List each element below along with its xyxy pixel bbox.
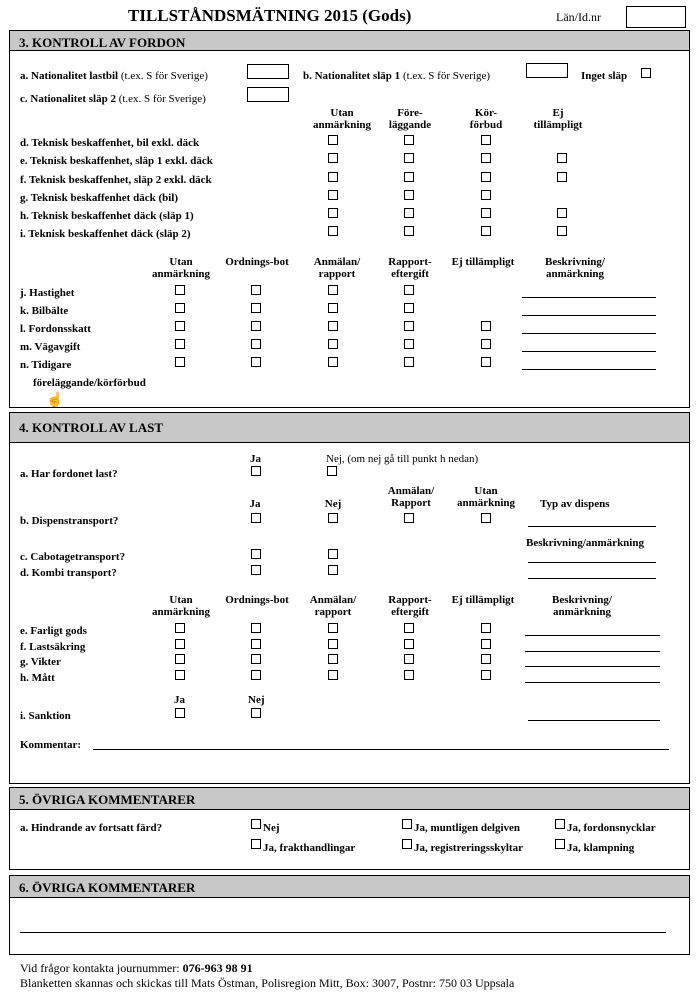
- col-header: Ej tillämpligt: [451, 594, 515, 606]
- kombi-ja-checkbox[interactable]: [251, 565, 261, 575]
- typ-av-dispens-label: Typ av dispens: [540, 498, 610, 510]
- dispens-ja-checkbox[interactable]: [251, 513, 261, 523]
- row-checkbox[interactable]: [251, 285, 261, 295]
- beskrivning-line[interactable]: [522, 297, 656, 298]
- col-header: Anmälan/ rapport: [313, 256, 361, 280]
- a-nej-header: Nej, (om nej gå till punkt h nedan): [326, 453, 479, 465]
- lan-id-label: Län/Id.nr: [556, 10, 601, 24]
- row-checkbox[interactable]: [251, 339, 261, 349]
- row-checkbox[interactable]: [328, 153, 338, 163]
- row-checkbox[interactable]: [404, 357, 414, 367]
- option-label: Ja, registreringsskyltar: [414, 842, 523, 854]
- row-checkbox[interactable]: [404, 303, 414, 313]
- col-header: Anmälan/ Rapport: [387, 485, 435, 509]
- row-checkbox[interactable]: [557, 208, 567, 218]
- nationalitet-lastbil-label: a. Nationalitet lastbil (t.ex. S för Sverige): [20, 70, 208, 82]
- row-checkbox[interactable]: [328, 226, 338, 236]
- inget-slap-label: Inget släp: [581, 70, 628, 82]
- row-checkbox[interactable]: [328, 357, 338, 367]
- row-checkbox[interactable]: [404, 226, 414, 236]
- col-header: Beskrivning/ anmärkning: [552, 594, 612, 618]
- dispens-utan-checkbox[interactable]: [481, 513, 491, 523]
- row-checkbox[interactable]: [404, 339, 414, 349]
- col-header: Före-läggande: [388, 107, 432, 131]
- row-checkbox[interactable]: [328, 670, 338, 680]
- row-checkbox[interactable]: [175, 285, 185, 295]
- nationalitet-slap1-field[interactable]: [526, 63, 568, 78]
- dispens-anmalan-checkbox[interactable]: [404, 513, 414, 523]
- row-label: h. Mått: [20, 672, 55, 684]
- row-checkbox[interactable]: [175, 339, 185, 349]
- row-checkbox[interactable]: [175, 321, 185, 331]
- row-checkbox[interactable]: [175, 623, 185, 633]
- row-label: g. Vikter: [20, 656, 61, 668]
- row-checkbox[interactable]: [557, 172, 567, 182]
- nationalitet-slap2-label: c. Nationalitet släp 2 (t.ex. S för Sverige): [20, 93, 206, 105]
- har-last-nej-checkbox[interactable]: [327, 466, 337, 476]
- section-4-title: 4. KONTROLL AV LAST: [10, 413, 689, 443]
- har-last-ja-checkbox[interactable]: [251, 466, 261, 476]
- row-checkbox[interactable]: [251, 623, 261, 633]
- col-header: Ej tillämpligt: [533, 107, 583, 131]
- cabotage-nej-checkbox[interactable]: [328, 549, 338, 559]
- hindrande-label: a. Hindrande av fortsatt färd?: [20, 822, 163, 834]
- row-checkbox[interactable]: [328, 303, 338, 313]
- row-checkbox[interactable]: [251, 357, 261, 367]
- row-checkbox[interactable]: [481, 670, 491, 680]
- kombi-nej-checkbox[interactable]: [328, 565, 338, 575]
- section-3-title: 3. KONTROLL AV FORDON: [10, 31, 689, 51]
- row-checkbox[interactable]: [251, 321, 261, 331]
- option-muntligen-checkbox[interactable]: [402, 819, 412, 829]
- row-checkbox[interactable]: [481, 639, 491, 649]
- beskrivning-line[interactable]: [525, 682, 660, 683]
- row-checkbox[interactable]: [481, 153, 491, 163]
- col-header: Anmälan/ rapport: [309, 594, 357, 618]
- row-checkbox[interactable]: [328, 172, 338, 182]
- col-header: Utan anmärkning: [151, 594, 211, 618]
- row-checkbox[interactable]: [404, 654, 414, 664]
- row-checkbox[interactable]: [251, 303, 261, 313]
- row-label-cont: föreläggande/körförbud: [33, 377, 146, 389]
- section-5-title: 5. ÖVRIGA KOMMENTARER: [10, 788, 689, 810]
- row-label: m. Vägavgift: [20, 341, 81, 353]
- col-header: Ja: [249, 498, 261, 510]
- row-checkbox[interactable]: [328, 135, 338, 145]
- row-checkbox[interactable]: [404, 190, 414, 200]
- row-checkbox[interactable]: [328, 285, 338, 295]
- cabotage-line[interactable]: [528, 562, 656, 563]
- row-checkbox[interactable]: [481, 190, 491, 200]
- cabotage-ja-checkbox[interactable]: [251, 549, 261, 559]
- row-checkbox[interactable]: [251, 654, 261, 664]
- kommentar-label: Kommentar:: [20, 739, 82, 751]
- sanktion-line[interactable]: [528, 720, 660, 721]
- beskrivning-line[interactable]: [525, 651, 660, 652]
- ovriga-kommentarer-line[interactable]: [20, 932, 666, 933]
- beskrivning-line[interactable]: [522, 369, 656, 370]
- row-checkbox[interactable]: [481, 135, 491, 145]
- option-fordonsnycklar-checkbox[interactable]: [555, 819, 565, 829]
- row-label: k. Bilbälte: [20, 305, 69, 317]
- sanktion-ja-header: Ja: [174, 694, 185, 706]
- row-checkbox[interactable]: [404, 172, 414, 182]
- row-checkbox[interactable]: [404, 321, 414, 331]
- dispens-nej-checkbox[interactable]: [328, 513, 338, 523]
- row-label: g. Teknisk beskaffenhet däck (bil): [20, 192, 179, 204]
- section-6-title: 6. ÖVRIGA KOMMENTARER: [10, 876, 689, 898]
- row-checkbox[interactable]: [481, 654, 491, 664]
- option-label: Ja, muntligen delgiven: [414, 822, 521, 834]
- option-registreringsskyltar-checkbox[interactable]: [402, 839, 412, 849]
- row-checkbox[interactable]: [404, 153, 414, 163]
- col-header: Utan anmärkning: [456, 485, 516, 509]
- col-header: Ordnings-bot: [225, 594, 289, 606]
- row-label: f. Teknisk beskaffenhet, släp 2 exkl. däck: [20, 174, 212, 186]
- row-label: f. Lastsäkring: [20, 641, 86, 653]
- row-checkbox[interactable]: [175, 639, 185, 649]
- a-ja-header: Ja: [250, 453, 261, 465]
- row-checkbox[interactable]: [328, 208, 338, 218]
- row-checkbox[interactable]: [328, 321, 338, 331]
- nationalitet-lastbil-field[interactable]: [247, 64, 289, 79]
- row-checkbox[interactable]: [175, 670, 185, 680]
- kombi-line[interactable]: [528, 578, 656, 579]
- row-checkbox[interactable]: [481, 208, 491, 218]
- option-nej-checkbox[interactable]: [251, 819, 261, 829]
- row-label: d. Teknisk beskaffenhet, bil exkl. däck: [20, 137, 200, 149]
- row-label: i. Teknisk beskaffenhet däck (släp 2): [20, 228, 191, 240]
- row-checkbox[interactable]: [175, 357, 185, 367]
- sanktion-label: i. Sanktion: [20, 710, 71, 722]
- sanktion-ja-checkbox[interactable]: [175, 708, 185, 718]
- row-checkbox[interactable]: [328, 654, 338, 664]
- col-header: Utan anmärkning: [312, 107, 372, 131]
- har-fordonet-last-label: a. Har fordonet last?: [20, 468, 118, 480]
- col-header: Utan anmärkning: [151, 256, 211, 280]
- cabotagetransport-label: c. Cabotagetransport?: [20, 551, 126, 563]
- row-label: e. Teknisk beskaffenhet, släp 1 exkl. däck: [20, 155, 213, 167]
- beskrivning-line[interactable]: [522, 351, 656, 352]
- row-checkbox[interactable]: [175, 303, 185, 313]
- beskrivning-line[interactable]: [522, 333, 656, 334]
- col-header: Rapport-eftergift: [388, 594, 432, 618]
- col-header: Ordnings-bot: [225, 256, 289, 268]
- beskrivning-line[interactable]: [522, 315, 656, 316]
- hand-cursor-icon: ☝: [46, 393, 64, 408]
- row-checkbox[interactable]: [481, 226, 491, 236]
- option-label: Nej: [263, 822, 280, 834]
- nationalitet-slap2-field[interactable]: [247, 87, 289, 102]
- row-checkbox[interactable]: [404, 639, 414, 649]
- option-label: Ja, klampning: [567, 842, 635, 854]
- row-label: h. Teknisk beskaffenhet däck (släp 1): [20, 210, 194, 222]
- row-checkbox[interactable]: [328, 639, 338, 649]
- footer-contact: Vid frågor kontakta journummer: 076-963 98 91: [20, 961, 253, 975]
- row-checkbox[interactable]: [251, 639, 261, 649]
- kombi-transport-label: d. Kombi transport?: [20, 567, 117, 579]
- page-title: TILLSTÅNDSMÄTNING 2015 (Gods): [128, 6, 412, 25]
- col-header: Beskrivning/ anmärkning: [545, 256, 605, 280]
- nationalitet-slap1-label: b. Nationalitet släp 1 (t.ex. S för Sverige): [303, 70, 490, 82]
- col-header: Ej tillämpligt: [451, 256, 515, 268]
- beskrivning-line[interactable]: [525, 635, 660, 636]
- beskrivning-label: Beskrivning/anmärkning: [526, 537, 644, 549]
- row-checkbox[interactable]: [404, 623, 414, 633]
- row-checkbox[interactable]: [404, 135, 414, 145]
- footer-address: Blanketten skannas och skickas till Mats Östman, Polisregion Mitt, Box: 3007, Postnr: 750 03 Uppsala: [20, 976, 515, 990]
- row-checkbox[interactable]: [404, 208, 414, 218]
- dispenstransport-label: b. Dispenstransport?: [20, 515, 119, 527]
- row-label: n. Tidigare: [20, 359, 72, 371]
- option-label: Ja, fordonsnycklar: [567, 822, 656, 834]
- row-label: l. Fordonsskatt: [20, 323, 91, 335]
- row-checkbox[interactable]: [251, 670, 261, 680]
- kommentar-line[interactable]: [93, 749, 669, 750]
- lan-id-field[interactable]: [626, 6, 686, 28]
- row-checkbox[interactable]: [481, 321, 491, 331]
- row-label: j. Hastighet: [20, 287, 75, 299]
- row-checkbox[interactable]: [328, 190, 338, 200]
- row-checkbox[interactable]: [175, 654, 185, 664]
- col-header: Rapport-eftergift: [388, 256, 432, 280]
- beskrivning-line[interactable]: [525, 666, 660, 667]
- row-checkbox[interactable]: [481, 339, 491, 349]
- sanktion-nej-checkbox[interactable]: [251, 708, 261, 718]
- option-klampning-checkbox[interactable]: [555, 839, 565, 849]
- option-label: Ja, frakthandlingar: [263, 842, 356, 854]
- row-checkbox[interactable]: [328, 339, 338, 349]
- sanktion-nej-header: Nej: [248, 694, 265, 706]
- row-checkbox[interactable]: [557, 226, 567, 236]
- typ-av-dispens-line[interactable]: [528, 526, 656, 527]
- col-header: Kör-förbud: [469, 107, 503, 131]
- row-checkbox[interactable]: [481, 357, 491, 367]
- option-frakthandlingar-checkbox[interactable]: [251, 839, 261, 849]
- row-checkbox[interactable]: [481, 623, 491, 633]
- row-checkbox[interactable]: [404, 670, 414, 680]
- row-checkbox[interactable]: [481, 172, 491, 182]
- row-checkbox[interactable]: [328, 623, 338, 633]
- inget-slap-checkbox[interactable]: [641, 68, 651, 78]
- col-header: Nej: [324, 498, 342, 510]
- row-checkbox[interactable]: [404, 285, 414, 295]
- row-label: e. Farligt gods: [20, 625, 87, 637]
- row-checkbox[interactable]: [557, 153, 567, 163]
